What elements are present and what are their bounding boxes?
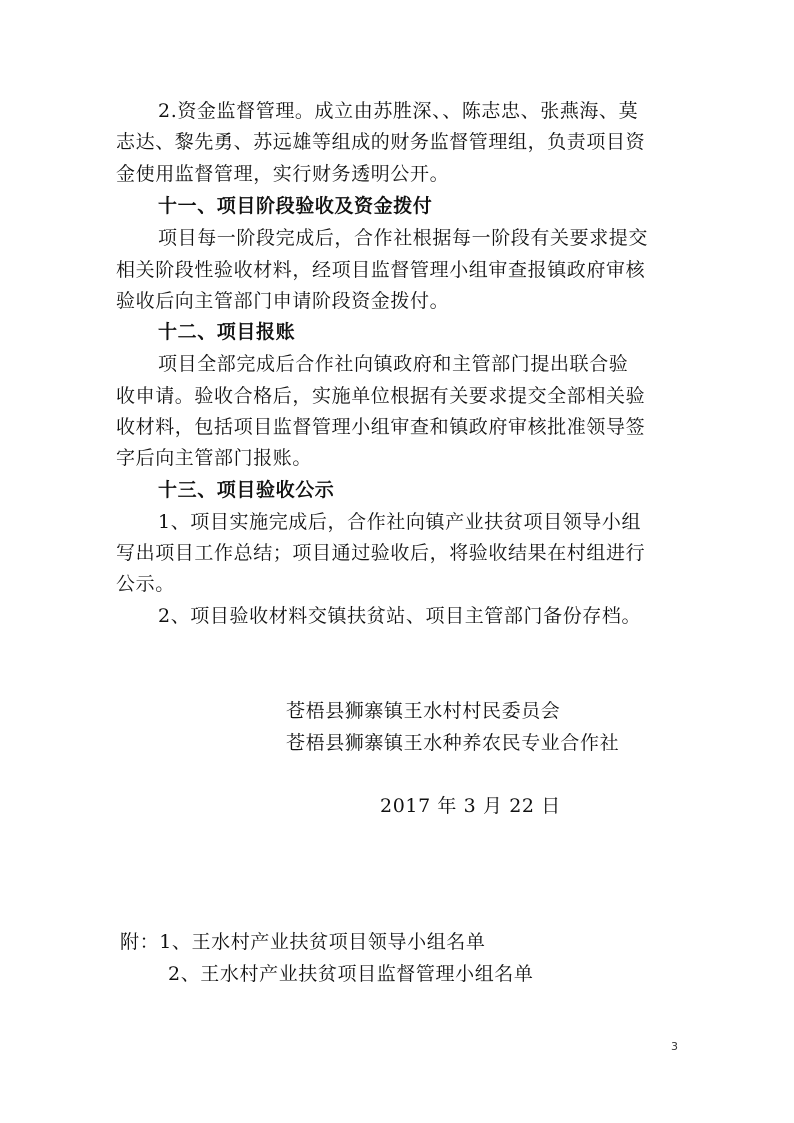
section-heading: 十三、项目验收公示 [158, 479, 335, 501]
page-number: 3 [671, 1040, 678, 1053]
paragraph-line: 写出项目工作总结；项目通过验收后，将验收结果在村组进行 [116, 542, 646, 564]
appendix-item-1: 附：1、王水村产业扶贫项目领导小组名单 [120, 931, 486, 953]
signature-date: 2017 年 3 月 22 日 [380, 795, 561, 817]
paragraph-line: 志达、黎先勇、苏远雄等组成的财务监督管理组，负责项目资 [116, 131, 646, 153]
section-heading: 十一、项目阶段验收及资金拨付 [158, 195, 433, 217]
paragraph-line: 收申请。验收合格后，实施单位根据有关要求提交全部相关验 [116, 385, 646, 407]
appendix-item-2: 2、王水村产业扶贫项目监督管理小组名单 [168, 963, 534, 985]
paragraph-line: 项目全部完成后合作社向镇政府和主管部门提出联合验 [158, 353, 629, 375]
section-heading: 十二、项目报账 [158, 321, 296, 343]
signature-org-2: 苍梧县狮寨镇王水种养农民专业合作社 [286, 732, 620, 754]
paragraph-line: 2.资金监督管理。成立由苏胜深、、陈志忠、张燕海、莫 [158, 100, 639, 122]
paragraph-line: 金使用监督管理，实行财务透明公开。 [116, 163, 450, 185]
paragraph-line: 公示。 [116, 573, 175, 595]
paragraph-line: 收材料，包括项目监督管理小组审查和镇政府审核批准领导签 [116, 416, 646, 438]
paragraph-line: 1、项目实施完成后，合作社向镇产业扶贫项目领导小组 [158, 511, 642, 533]
paragraph-line: 验收后向主管部门申请阶段资金拨付。 [116, 290, 450, 312]
paragraph-line: 项目每一阶段完成后，合作社根据每一阶段有关要求提交 [158, 227, 649, 249]
paragraph-line: 字后向主管部门报账。 [116, 447, 313, 469]
paragraph-line: 2、项目验收材料交镇扶贫站、项目主管部门备份存档。 [158, 605, 642, 627]
paragraph-line: 相关阶段性验收材料，经项目监督管理小组审查报镇政府审核 [116, 259, 646, 281]
signature-org-1: 苍梧县狮寨镇王水村村民委员会 [286, 700, 561, 722]
